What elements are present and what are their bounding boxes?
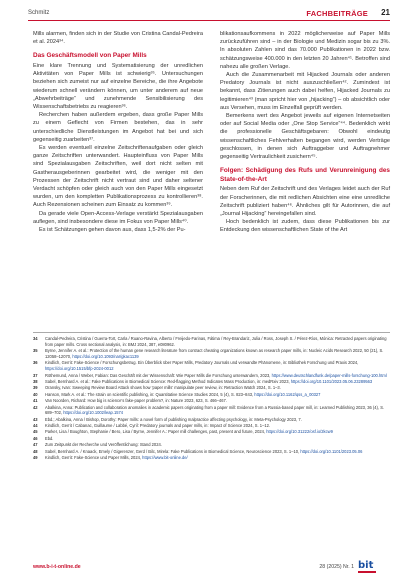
page-header xyxy=(28,8,390,28)
footnote-number: 40 xyxy=(33,391,38,397)
footnote-number: 47 xyxy=(33,442,38,448)
footnote-text: Kindlich, Gerrit: Fake-Science und Paper Mills, 2024, xyxy=(45,455,142,461)
footnote-link[interactable]: https://doi.org/10.1093/nar/gkac1139 xyxy=(72,353,139,359)
footnote-link[interactable]: https://doi.org/10.31222/osf.io/2kcw9 xyxy=(266,429,333,435)
footnote-number: 44 xyxy=(33,423,38,429)
footnote-item xyxy=(33,348,390,360)
footnote-link[interactable]: https://doi.org/10.1162/qss_a_00327 xyxy=(254,391,321,397)
footnote-text: Sabel, Bernhard A. / Knaack, Emely / Gigerenzer, Gerd / Bilc, Mirela: Fake Publications in Biomedical Science, Neuroscience 2023, S. 1–10, xyxy=(45,448,300,454)
paragraph: Eine klare Trennung und Systematisierung der unredlichen Aktivitäten von Paper Mills ist schwierig³⁵. Untersuchungen beziehen sich zumeist nur auf einzelne Bereiche, die ihre Angebote wiederum schnell verändern können, um unter anderem auf neue „Abwehrbeiträge“ und zunehmende Sensibilisierung des Wissenschaftsbetriebs zu reagieren³⁶. xyxy=(33,63,203,111)
footnote-item xyxy=(33,373,390,379)
paragraph: Recherchen haben außerdem ergeben, dass große Paper Mills zu einem Geflecht von Firmen bestehen, das in sehr unterschiedliche Dienstleistungen im Angebot hat bei und sich gegenseitig zuarbeiten³⁷. xyxy=(33,112,203,143)
header-rule xyxy=(28,20,390,21)
footnote-item xyxy=(33,379,390,385)
footnote-link[interactable]: https://doi.org/10.1002/leap.1574 xyxy=(63,410,124,416)
footnote-number: 46 xyxy=(33,435,38,441)
paragraph: Hoch bedenklich ist zudem, dass diese Publikationen bis zur Entdeckung den wissenschaftlichen State of the Art xyxy=(220,219,390,234)
paragraph: blikationsaufkommens in 2022 möglicherweise auf Paper Mills zurückzuführen sind – in der Biologie und Medizin sogar bis zu 3%. In absoluten Zahlen sind das 70.000 Publikationen in 2022 bzw. schätzungsweise 400.000 in den letzten 20 Jahren⁴¹. Betroffen sind nahezu alle großen Verlage. xyxy=(220,31,390,70)
footnote-item xyxy=(33,417,390,423)
right-column xyxy=(220,30,390,235)
footnote-item xyxy=(33,392,390,398)
section-heading: Das Geschäftsmodell von Paper Mills xyxy=(33,52,147,60)
logo-text: bit xyxy=(358,560,374,571)
footer-issue: 28 (2025) Nr. 1 xyxy=(319,564,354,570)
header-section-title: FACHBEITRÄGE xyxy=(306,9,368,18)
footnote-item xyxy=(33,385,390,391)
footnote-link[interactable]: https://doi.org/10.1515/bfp-2024-0012 xyxy=(45,366,114,372)
footnote-number: 49 xyxy=(33,455,38,461)
footnote-number: 39 xyxy=(33,385,38,391)
footnote-number: 36 xyxy=(33,360,38,366)
page-footer xyxy=(33,560,390,576)
footnote-text: Ebd.; Abalkina, Anna / Bishop, Dorothy: Paper mills: a novel form of publishing malpractice affecting psychology, in: Meta-Psychology 2023, 7. xyxy=(45,416,302,422)
footnote-item xyxy=(33,336,390,348)
footnote-text: Oransky, Ivan: Sweeping Review Board Attack shows how ‘paper mills’ manipulate peer review, in: Retraction Watch 2024, S. 1–3. xyxy=(45,385,281,391)
footnote-item xyxy=(33,423,390,429)
paragraph: Es werden eventuell einzelne Zeitschriftenaufgaben oder gleich ganze Zeitschriften unterwandert. Haupteinfluss von Paper Mills sind Spezialausgaben Zeitschriften, weil dort nicht selten mit Gastherausgeberinnen gearbeitet wird, die weniger mit den Prozessen der Zeitschrift nicht vertraut sind und daher seltener Verdacht schöpfen oder gleich auch von den Paper Mills eingesetzt wurden, um den kompletten Publikationsprozess zu kontrollieren³⁸. Auch Rezensionen scheinen zum Einsatz zu kommen³⁹. xyxy=(33,145,203,209)
footnote-text: Van Noorden, Richard: How big is science’s fake-paper problem?, in: Nature 2023, 623, S. 466–467. xyxy=(45,398,227,404)
footnote-text: Abalkina, Anna: Publication and collaboration anomalies in academic papers originating from a paper mill: Evidence from a Russia-based paper mill, in: Learned Publishing 2023, 36 (4), S. 689–702, xyxy=(45,404,385,416)
footnote-text: Kindlich, Gerrit / Cabanac, Guillaume / Labbé, Cyril: Predatory journals and paper mills, in: Impact of Science 2024, S. 1–12. xyxy=(45,423,271,429)
footnote-link[interactable]: https://doi.org/10.1101/2023.05.06 xyxy=(300,448,363,454)
logo-bar xyxy=(358,571,376,573)
footnote-item xyxy=(33,442,390,448)
header-page-number: 21 xyxy=(381,8,390,17)
left-column xyxy=(33,30,203,234)
footnote-item xyxy=(33,429,390,435)
paragraph: Es ist Schätzungen gehen davon aus, dass 1,5-2% der Pu- xyxy=(39,227,186,234)
footnote-link[interactable]: https://www.deutschlandfunk.de/paper-mills-forschung-100.html xyxy=(271,372,387,378)
footnote-item xyxy=(33,455,390,461)
footnote-text: Candal-Pedreira, Cristina / Guerra-Tort, Carla / Ruano-Ravina, Alberto / Freijedo-Farinas, Fátima / Rey-Brandariz, Julia / Ross, Joseph S. / Pérez-Ríos, Mónica: Retracted papers originating from paper mills. Cross sectional analysis, in: BMJ 2024, 387, e080962. xyxy=(45,336,387,347)
footnote-item xyxy=(33,449,390,455)
footnote-number: 42 xyxy=(33,404,38,410)
footnote-text: Byrne, Jennifer A. et al.: Protection of the human gene research literature from contract cheating organizations known as research paper mills, in: Nucleic Acids Research 2022, 50 (21), S. 12058–12070, xyxy=(45,348,384,359)
footnote-text: Hanson, Mark A. et al.: The strain on scientific publishing, in: Quantitative Science Studies 2024, 5 (4), S. 823–843, xyxy=(45,391,254,397)
footnote-number: 45 xyxy=(33,429,38,435)
footnote-text: Sabel, Bernhard A. et al.: Fake Publications in Biomedical Science: Red-flagging Method Indicates Mass Production, in: medRxiv 2023, xyxy=(45,378,290,384)
bit-logo xyxy=(358,560,390,572)
footnote-number: 38 xyxy=(33,378,38,384)
paragraph: Auch die Zusammenarbeit mit Hijacked Journals oder anderen Predatory Journals ist nicht auszuschließen⁴². Zumindest ist bekannt, dass Zitierungen auch dabei helfen, Hijacked Journals zu legitimieren⁴³ (man spricht hier von „hijacking“) – ob absichtlich oder aus Versehen, muss im Einzelfall geprüft werden. xyxy=(220,72,390,111)
paragraph: Neben dem Ruf der Zeitschrift und des Verlages leidet auch der Ruf der Forscherinnen, die mit redlichen Absichten eine eine unredliche Zeitschrift publiziert haben⁴⁶. Ähnliches gilt für Autorinnen, die auf „Journal Hijacking“ hereingefallen sind. xyxy=(220,186,390,218)
footnotes-list xyxy=(33,336,390,461)
footer-url[interactable]: www.b-i-t-online.de xyxy=(33,564,81,570)
footnote-divider xyxy=(33,332,390,333)
footnote-link[interactable]: https://www.bit-online.de/ xyxy=(142,455,188,461)
footnote-text: Parker, Lisa / Boughton, Stephanie / Bero, Lisa / Byrne, Jennifer A.: Paper mill challenges, past, present and future, 2024, xyxy=(45,429,266,435)
footnote-text: Zum Zeitpunkt der Recherche und Veröffentlichung: Stand 2024. xyxy=(45,442,162,448)
footnote-number: 35 xyxy=(33,348,38,354)
paragraph: Da gerade viele Open-Access-Verlage verstärkt Spezialausgaben auflegen, sind insbesondere diese im Fokus von Paper Mills⁴⁰. xyxy=(33,210,203,225)
header-author: Schmitz xyxy=(28,10,50,16)
paragraph: Mills alarmen, finden sich in der Studie von Cristina Candal-Pedreira et al. 2024³⁴. xyxy=(33,31,203,46)
footnote-number: 34 xyxy=(33,336,38,341)
footnote-number: 41 xyxy=(33,398,38,404)
footnote-text: Röthemund, Anna / Weber, Fabian: Das Geschäft mit der Wissenschaft: Wie Paper Mills die Forschung unterwandern, 2023, xyxy=(45,372,271,378)
footnote-item xyxy=(33,405,390,417)
section-heading: Folgen: Schädigung des Rufs und Verunreinigung des State-of-the-Art xyxy=(220,167,390,183)
footnote-item xyxy=(33,360,390,372)
footnote-item xyxy=(33,398,390,404)
footnote-number: 43 xyxy=(33,416,38,422)
footnote-text: Ebd. xyxy=(45,435,54,441)
footnote-item xyxy=(33,436,390,442)
footnote-text: Kindlich, Gerrit: Fake-Science / Forschungsbetrug. Ein Überblick über Paper Mills, Predatory Journals und verwandte Phänomene, in: Bibliothek Forschung und Praxis 2024, xyxy=(45,360,359,366)
footnote-number: 48 xyxy=(33,448,38,454)
paragraph: Bemerkens wert des Angebot jeweils auf eigenen Internetseiten oder auf Social Media oder „One Stop Service“⁴⁴. Bedenklich wirkt die professionelle Geschäftsgebaren: Obwohl eindeutig wissenschaftliches Fehlverhalten begangen wird, werden Verträge geschlossen, in denen sich Auftraggeber und Auftragnehmer gegenseitig Vertraulichkeit zusichern⁴⁵. xyxy=(220,113,390,161)
footnote-number: 37 xyxy=(33,372,38,378)
footnote-link[interactable]: https://doi.org/10.1101/2023.05.06.23289563 xyxy=(290,378,373,384)
